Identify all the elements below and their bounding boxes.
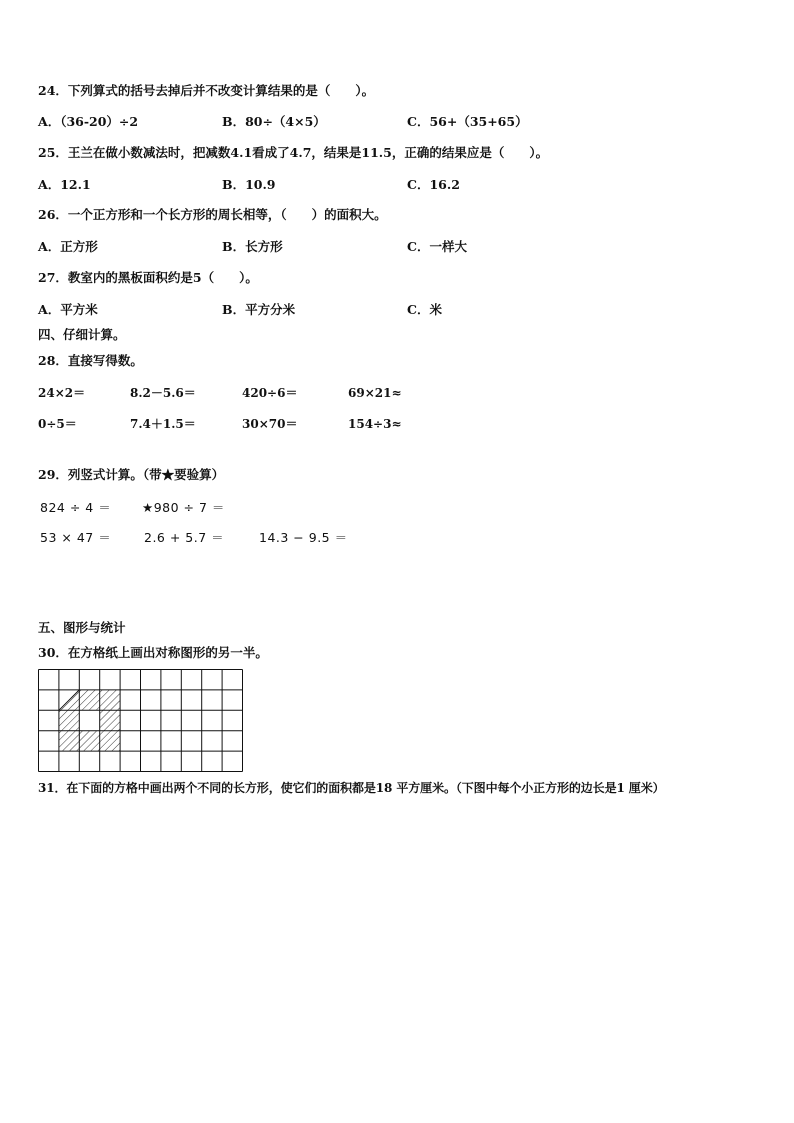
q24-option-c: C．56+（35+65）	[407, 114, 528, 129]
q28-calc-2: 8.2－5.6＝	[130, 386, 196, 400]
q27-option-c: C．米	[407, 302, 442, 317]
shaded-cell	[100, 710, 120, 730]
shaded-cell	[79, 690, 99, 710]
shaded-cell	[100, 690, 120, 710]
q26-option-b: B．长方形	[222, 239, 283, 254]
q26-stem: 26．一个正方形和一个长方形的周长相等，（ ）的面积大。	[38, 207, 387, 222]
q27-option-b: B．平方分米	[222, 302, 296, 317]
shaded-cell	[79, 731, 99, 751]
shaded-cell	[59, 710, 79, 730]
q26-option-a: A．正方形	[38, 239, 98, 254]
q28-calc-8: 154÷3≈	[348, 417, 402, 431]
q28-stem: 28．直接写得数。	[38, 353, 143, 368]
q29-stem: 29．列竖式计算。（带★要验算）	[38, 467, 225, 482]
q28-calc-1: 24×2＝	[38, 386, 86, 400]
q26-option-c: C．一样大	[407, 239, 467, 254]
q28-calc-5: 0÷5＝	[38, 417, 77, 431]
q28-calc-4: 69×21≈	[348, 386, 402, 400]
q30-grid	[38, 669, 244, 773]
q31-stem: 31．在下面的方格中画出两个不同的长方形，使它们的面积都是18 平方厘米。（下图中每个小正方形的边长是1 厘米）	[38, 781, 665, 795]
shaded-figure	[59, 690, 120, 751]
q27-stem: 27．教室内的黑板面积约是5（ ）。	[38, 270, 258, 285]
q25-option-c: C．16.2	[407, 177, 460, 192]
q25-option-b: B．10.9	[222, 177, 276, 192]
q29-calc-5: 14.3 − 9.5 ＝	[259, 530, 348, 545]
q28-calc-6: 7.4＋1.5＝	[130, 417, 196, 431]
q28-calc-3: 420÷6＝	[242, 386, 298, 400]
q25-option-a: A．12.1	[38, 177, 91, 192]
q25-stem: 25．王兰在做小数减法时，把减数4.1看成了4.7，结果是11.5，正确的结果应是（ ）。	[38, 145, 549, 160]
q24-option-b: B．80÷（4×5）	[222, 114, 326, 129]
section-4-heading: 四、仔细计算。	[38, 327, 126, 342]
q27-option-a: A．平方米	[38, 302, 98, 317]
q29-calc-1: 824 ÷ 4 ＝	[40, 500, 112, 515]
q29-calc-4: 2.6 + 5.7 ＝	[144, 530, 225, 545]
q28-calc-7: 30×70＝	[242, 417, 298, 431]
section-5-heading: 五、图形与统计	[38, 620, 126, 635]
q30-stem: 30．在方格纸上画出对称图形的另一半。	[38, 645, 268, 660]
q24-option-a: A．（36-20）÷2	[38, 114, 139, 129]
q24-stem: 24．下列算式的括号去掉后并不改变计算结果的是（ ）。	[38, 83, 375, 98]
q29-calc-2: ★980 ÷ 7 ＝	[142, 500, 225, 515]
shaded-cell	[100, 731, 120, 751]
q29-calc-3: 53 × 47 ＝	[40, 530, 112, 545]
shaded-cell	[59, 731, 79, 751]
